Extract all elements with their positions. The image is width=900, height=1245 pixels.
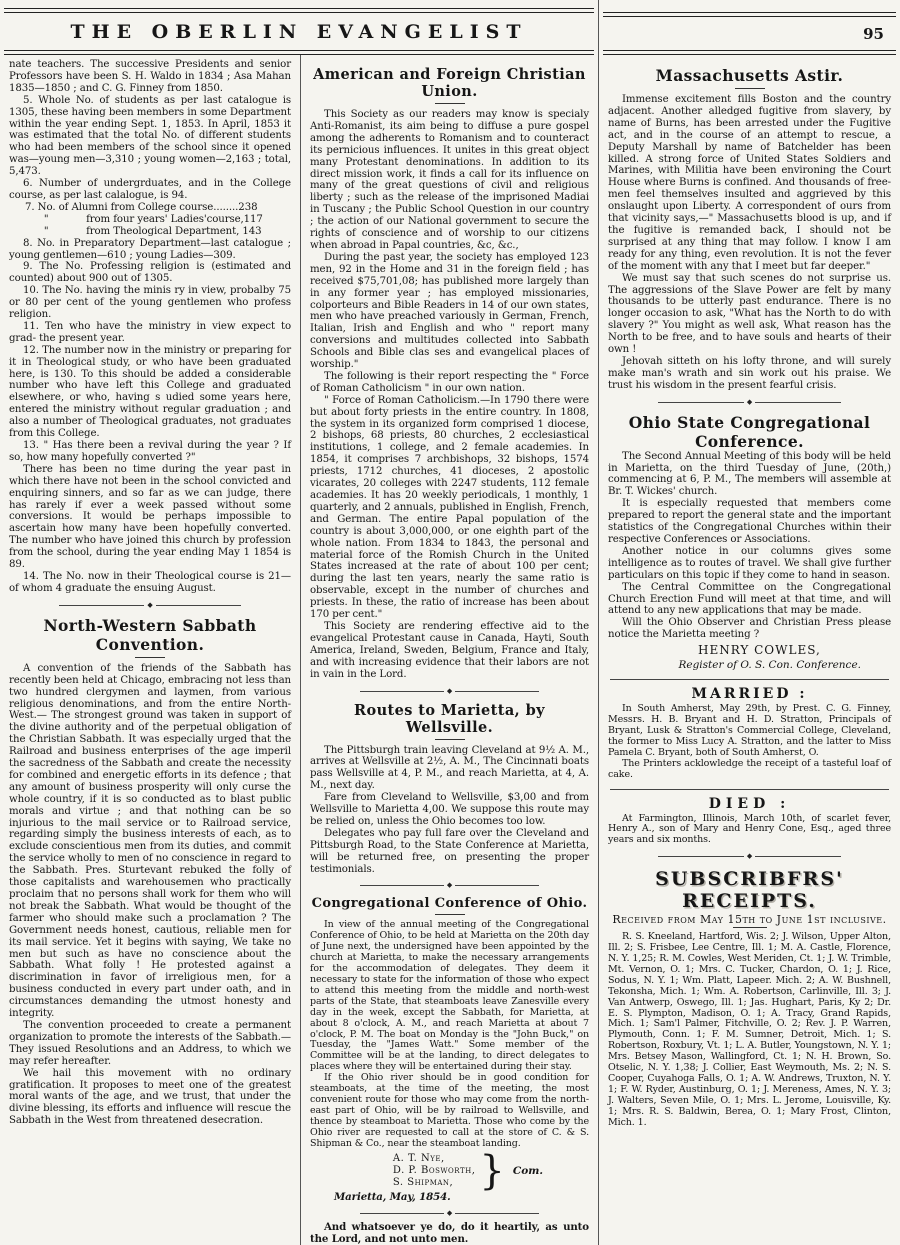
body-paragraph: At Farmington, Illinois, March 10th, of scarlet fever, Henry A., son of Mary and Henry Cone, Esq., aged three years and six months. — [608, 812, 891, 846]
body-paragraph: A convention of the friends of the Sabbath has recently been held at Chicago, embracing not less than two hundred clergymen and laymen, from various religious denominations, and from the entire North-West.— The strongest ground was taken in support of the divine authority and of the perpetual obligation of the Christian Sabbath. It was especially urged that the Railroad and business enterprises of the age imperil the sacredness of the Sabbath and create the necessity for combined and energetic efforts in its defence ; that any amount of business prosperity will only curse the whole country, if it is so conducted as to blast public morals and virtue ; and that nothing can be so injurious to the mail service or to Railroad service, regarding simply the business interests of each, as to exclude conscientious men from its duties, and commit the service wholly to men of no conscience in regard to the Sabbath. Pres. Sturtevant rebuked the folly of those capitalists and warehousemen who practically proclaim that no persons shall work for them who will not break the Sabbath. What would be thought of the farmer who should make such a proclamation ? The Government needs honest, cautious, reliable men for its mail service. Yet it begins with saying, We take no men but such as have no conscience about the Sabbath. What folly ! He protested against a discrimination in favor of irreligious men, for a business conducted in every part under oath, and in circumstances demanding the utmost honesty and integrity. — [9, 662, 291, 1020]
body-paragraph: nate teachers. The successive Presidents and senior Professors have been S. H. Waldo in 1834 ; Asa Mahan 1835—1850 ; and C. G. Finney from 1850. — [9, 59, 291, 94]
body-paragraph: This Society are rendering effective aid to the evangelical Protestant cause in Canada, Hayti, South America, Ireland, Sweden, Belgium, France and Italy, and with increasing evidence that their labors are not in vain in the Lord. — [310, 620, 589, 680]
alumni-line: 7. No. of Alumni from College course........238 — [25, 201, 258, 213]
diamond-ornament-icon: ◆ — [446, 686, 453, 695]
body-paragraph: If the Ohio river should be in good condition for steamboats, at the time of the meeting, the most convenient route for those who may come from the north-east part of Ohio, will be by railroad to Wellsville, and thence by steamboat to Marietta. Those who come by the Ohio river are requested to call at the store of C. & S. Shipman & Co., near the steamboat landing. — [310, 1072, 589, 1149]
section-divider — [658, 399, 841, 406]
dateline: Marietta, May, 1854. — [334, 1190, 451, 1203]
masthead-side — [599, 0, 900, 55]
newspaper-title: THE OBERLIN EVANGELIST — [70, 21, 528, 43]
body-paragraph: In South Amherst, May 29th, by Prest. C. G. Finney, Messrs. H. B. Bryant and H. D. Stratton, Principals of Bryant, Lusk & Stratton's Commercial College, Cleveland, the former to Miss Lucy A. Stratton, and the latter to Miss Pamela C. Bryant, both of South Amherst, O. — [608, 703, 891, 758]
body-paragraph: 9. The No. Professing religion is (estimated and counted) about 900 out of 1305. — [9, 261, 291, 285]
body-paragraph: This Society as our readers may know is specialy Anti-Romanist, its aim being to diffuse a pure gospel among the adherents to Romanism and to counteract its pernicious influences. It unites in this great object many Protestant denominations. In addition to its direct mission work, it finds a call for its influence on many of the great questions of civil and religious liberty ; such as the release of the imprisoned Madiai in Tuscany ; the Public School Question in our country ; the action of our National government to secure the rights of conscience and of worship to our citizens when abroad in Papal countries, &c, &c., — [310, 109, 589, 251]
heading-rule — [733, 927, 767, 928]
section-heading-sabbath-convention: North-Western Sabbath Convention. — [43, 615, 257, 654]
section-heading-massachusetts-astir: Massachusetts Astir. — [655, 66, 844, 85]
scripture-verse: And whatsoever ye do, do it heartily, as unto the Lord, and not unto men. — [310, 1221, 589, 1245]
body-paragraph: The Second Annual Meeting of this body will be held in Marietta, on the third Tuesday of June, (20th,) commencing at 6, P. M., The members will assemble at Br. T. Wickes' church. — [608, 450, 891, 498]
body-paragraph: 13. " Has there been a revival during the year ? If so, how many hopefully converted ?" — [9, 440, 291, 463]
masthead — [0, 0, 900, 55]
column-rule — [610, 679, 889, 680]
section-heading-died: DIED : — [708, 795, 791, 812]
page-number: 95 — [863, 24, 884, 43]
diamond-ornament-icon: ◆ — [446, 881, 453, 890]
body-paragraph: Jehovah sitteth on his lofty throne, and will surely make man's wrath and sin work out his praise. We trust his wisdom in the present fearful crisis. — [608, 355, 891, 391]
body-paragraph: Delegates who pay full fare over the Cleveland and Pittsburgh Road, to the State Conference at Marietta, will be returned free, on presenting the proper testimonials. — [310, 827, 589, 875]
alumni-line: " from Theological Department, 143 — [25, 225, 262, 237]
committee-signature-block — [310, 1147, 589, 1194]
body-paragraph: 12. The number now in the ministry or preparing for it in Theological study, or who have been graduated here, is 130. To this should be added a considerable number who have left this College and graduated elsewhere, or who, having s udied some years here, entered the ministry without regular graduation ; and also a number of Theological graduates, not graduates from this College. — [9, 344, 291, 440]
signer-name: D. P. Bosworth, — [392, 1164, 476, 1176]
body-paragraph: In view of the annual meeting of the Congregational Conference of Ohio, to be held at Marietta on the 20th day of June next, the undersigned have been appointed by the church at Marietta, to make the necessary arrangements for the accommodation of delegates. They deem it necessary to state for the information of those who expect to attend this meeting from the middle and north-west parts of the State, that steamboats leave Zanesville every day in the week, except the Sabbath, for Marietta, at about 8 o'clock, A. M., and reach Marietta at about 7 o'clock, P. M. The boat on Monday is the "John Buck," on Tuesday, the "James Watt." Some member of the Committee will be at the landing, to direct delegates to places where they will be entertained during their stay. — [310, 919, 589, 1073]
section-heading-married: MARRIED : — [691, 686, 808, 703]
body-paragraph: The convention proceeded to create a permanent organization to promote the interests of the Sabbath.— They issued Resolutions and an Address, to which we may refer hereafter. — [9, 1019, 291, 1067]
body-paragraph: We hail this movement with no ordinary gratification. It proposes to meet one of the greatest moral wants of the age, and we trust, that under the divine blessing, its efforts and influence will rescue the Sabbath in the West from threatened desecration. — [9, 1067, 291, 1127]
signature-role: Register of O. S. Con. Conference. — [678, 659, 861, 672]
receipts-list: R. S. Kneeland, Hartford, Wis. 2; J. Wilson, Upper Alton, Ill. 2; S. Frisbee, Lee Centre, Ill. 1; M. A. Castle, Florence, N. Y. 1,25; R. M. Cowles, West Meriden, Ct. 1; J. W. Trimble, Mt. Vernon, O. 1; Mrs. C. Tucker, Chardon, O. 1; J. Rice, Sodus, N. Y. 1; Wm. Platt, Lapeer. Mich. 2; A. W. Bushnell, Tekonsha, Mich. 1; Wm. A. Robertson, Carlinville, Ill. 3; J. Van Antwerp, Oswego, Ill. 1; Jas. Hughart, Paris, Ky 2; Dr. E. S. Plympton, Madison, O. 1; A. Tracy, Grand Rapids, Mich. 1; Sam'l Palmer, Fitchville, O. 2; Rev. J. P. Warren, Plymouth, Conn. 1; F. M. Sumner, Detroit, Mich. 1; S. Robertson, Roxbury, Vt. 1; L. A. Butler, Youngstown, N. Y. 1; Mrs. Betsey Mason, Wallingford, Ct. 1; N. H. Brown, So. Otselic, N. Y. 1,38; J. Collier, East Weymouth, Ms. 2; N. S. Cooper, Cuyahoga Falls, O. 1; A. W. Andrews, Truxton, N. Y. 1; F. W. Ryder, Austinburg, O. 1; J. Mereness, Ames, N. Y. 3; J. Walters, Seven Mile, O. 1; Mrs. L. Jerome, Louisville, Ky. 1; Mrs. R. S. Baldwin, Berea, O. 1; Mary Frost, Clinton, Mich. 1. — [608, 931, 891, 1128]
body-paragraph: The following is their report respecting the " Force of Roman Catholicism " in our own nation. — [310, 370, 589, 394]
body-paragraph: Another notice in our columns gives some intelligence as to routes of travel. We shall give further particulars on this topic if they come to hand in season. — [608, 545, 891, 581]
body-paragraph: 11. Ten who have the ministry in view expect to grad- the present year. — [9, 320, 291, 344]
signer-name: S. Shipman, — [392, 1176, 454, 1188]
body-paragraph: The Central Committee on the Congregational Church Erection Fund will meet at that time, and will attend to any new applications that may be made. — [608, 581, 891, 617]
brace-ornament-icon: } — [479, 1147, 505, 1194]
body-paragraph: Will the Ohio Observer and Christian Press please notice the Marietta meeting ? — [608, 617, 891, 641]
body-paragraph: 5. Whole No. of students as per last catalogue is 1305, these having been members in some Department within the year ending Sept. 1, 1853. In April, 1853 it was estimated that the total No. of different students who had been members of the school since it opened was—young men—3,310 ; young women—2,163 ; total, 5,473. — [9, 94, 291, 178]
masthead-main — [0, 0, 599, 55]
body-paragraph: 14. The No. now in their Theological course is 21— of whom 4 graduate the ensuing August. — [9, 570, 291, 594]
signer-name: A. T. Nye, — [392, 1152, 445, 1164]
middle-column — [301, 55, 599, 1245]
body-paragraph: We must say that such scenes do not surprise us. The aggressions of the Slave Power are felt by many thousands to be utterly past endurance. There is no longer occasion to ask, "What has the North to do with slavery ?" You might as well ask, What reason has the North to be free, and to have souls and hearts of their own ! — [608, 272, 891, 356]
section-heading-subscribers-receipts: SUBSCRIBFRS' RECEIPTS. — [655, 868, 844, 913]
heading-rule — [435, 914, 465, 915]
body-paragraph: Fare from Cleveland to Wellsville, $3,00 and from Wellsville to Marietta 4,00. We suppose this route may be relied on, unless the Ohio becomes too low. — [310, 792, 589, 827]
diamond-ornament-icon: ◆ — [746, 852, 753, 861]
body-paragraph: It is especially requested that members come prepared to report the general state and the important statistics of the Congregational Churches within their respective Conferences or Associations. — [608, 498, 891, 545]
body-paragraph: There has been no time during the year past in which there have not been in the school convicted and enquiring sinners, and so far as we can judge, there has rarely if ever a week passed without some conversions. It would be perhaps impossible to ascertain how many have been hopefully converted. The number who have joined this church by profession from the school, during the year ending May 1 1854 is 89. — [9, 463, 291, 571]
conference-notice — [310, 920, 589, 1149]
body-paragraph: " Force of Roman Catholicism.—In 1790 there were but about forty priests in the entire country. In 1808, the system in its organized form comprised 1 diocese, 2 bishops, 68 priests, 80 churches, 2 ecclesiastical institutions, 1 college, and 2 female academies. In 1854, it comprises 7 archbishops, 32 bishops, 1574 priests, 1712 churches, 41 dioceses, 2 apostolic vicarates, 20 colleges with 2247 students, 112 female academies. It has 20 weekly periodicals, 1 monthly, 1 quarterly, and 2 annuals, published in English, French, and German. The entire Papal population of the country is about 3,000,000, or one eighth part of the whole nation. From 1834 to 1843, the personal and material force of the Romish Church in the United States increased at the rate of about 100 per cent; during the last ten years, nearly the same ratio is observable, except in the number of churches and priests. In these, the ratio of increase has been about 170 per cent." — [310, 394, 589, 621]
right-column — [599, 55, 900, 1245]
committee-signers — [393, 1153, 476, 1189]
receipts-subheading: Received from May 15th to June 1st inclusive. — [612, 913, 887, 927]
masthead-side-top-rule — [603, 12, 896, 17]
body-paragraph: 8. No. in Preparatory Department—last catalogue ; young gentlemen—610 ; young Ladies—309. — [9, 237, 291, 261]
diamond-ornament-icon: ◆ — [746, 397, 753, 406]
body-paragraph: The Pittsburgh train leaving Cleveland at 9½ A. M., arrives at Wellsville at 2½, A. M., The Cincinnati boats pass Wellsville at 4, P. M., and reach Marietta, at 4, A. M., next day. — [310, 744, 589, 792]
masthead-top-rule — [4, 8, 594, 13]
heading-rule — [435, 103, 465, 104]
alumni-line: " from four years' Ladies'course,117 — [25, 213, 263, 225]
section-divider — [360, 1210, 539, 1217]
heading-rule — [735, 88, 765, 89]
alumni-count-lines — [9, 202, 291, 238]
body-paragraph: 10. The No. having the minis ry in view, probalby 75 or 80 per cent of the young gentlemen who profess religion. — [9, 285, 291, 321]
signature-name: HENRY COWLES, — [698, 643, 821, 658]
section-divider — [658, 853, 841, 860]
section-divider — [59, 602, 241, 609]
column-rule — [610, 789, 889, 790]
body-paragraph: 6. Number of undergrduates, and in the College course, as per last calalogue, is 94. — [9, 178, 291, 201]
section-divider — [360, 688, 539, 695]
section-heading-christian-union: American and Foreign Christian Union. — [313, 66, 586, 100]
heading-rule — [435, 739, 465, 740]
diamond-ornament-icon: ◆ — [446, 1209, 453, 1218]
body-paragraph: The Printers acklowledge the receipt of a tasteful loaf of cake. — [608, 757, 891, 780]
body-paragraph: During the past year, the society has employed 123 men, 92 in the Home and 31 in the foreign field ; has received $75,701,08; has published more largely than in any former year ; has employed missionaries, colporteurs and Bible Readers in 14 of our own states, men who have preached variously in German, French, Italian, Irish and English and who " report many conversions and multitudes collected into Sabbath Schools and Bible clas ses and evangelical places of worship." — [310, 251, 589, 371]
section-divider — [360, 882, 539, 889]
committee-role: Com. — [512, 1164, 543, 1177]
section-heading-routes-marietta: Routes to Marietta, by Wellsville. — [354, 701, 545, 736]
body-paragraph: Immense excitement fills Boston and the country adjacent. Another alledged fugitive from slavery, by name of Burns, has been arrested under the Fugitive act, and in the course of an attempt to rescue, a Deputy Marshall by name of Batchelder has been killed. A strong force of United States Soldiers and Marines, with Militia have been environing the Court House where Burns is confined. And thousands of free-men feel themselves insulted and aggrieved by this onslaught upon Liberty. A correspondent of ours from that vicinity says,—" Massachusetts blood is up, and if the fugitive is remanded back, I should not be surprised at any thing that may follow. I know I am ready for any thing, even revolution. It is not the fever of the moment with any that I meet but far deeper." — [608, 94, 891, 272]
section-heading-congregational-conference: Congregational Conference of Ohio. — [311, 896, 588, 912]
heading-rule — [135, 657, 165, 658]
section-heading-ohio-state-conference: Ohio State Congregational Conference. — [628, 412, 871, 451]
left-column — [0, 55, 301, 1245]
column-container — [0, 55, 900, 1245]
diamond-ornament-icon: ◆ — [147, 600, 153, 609]
